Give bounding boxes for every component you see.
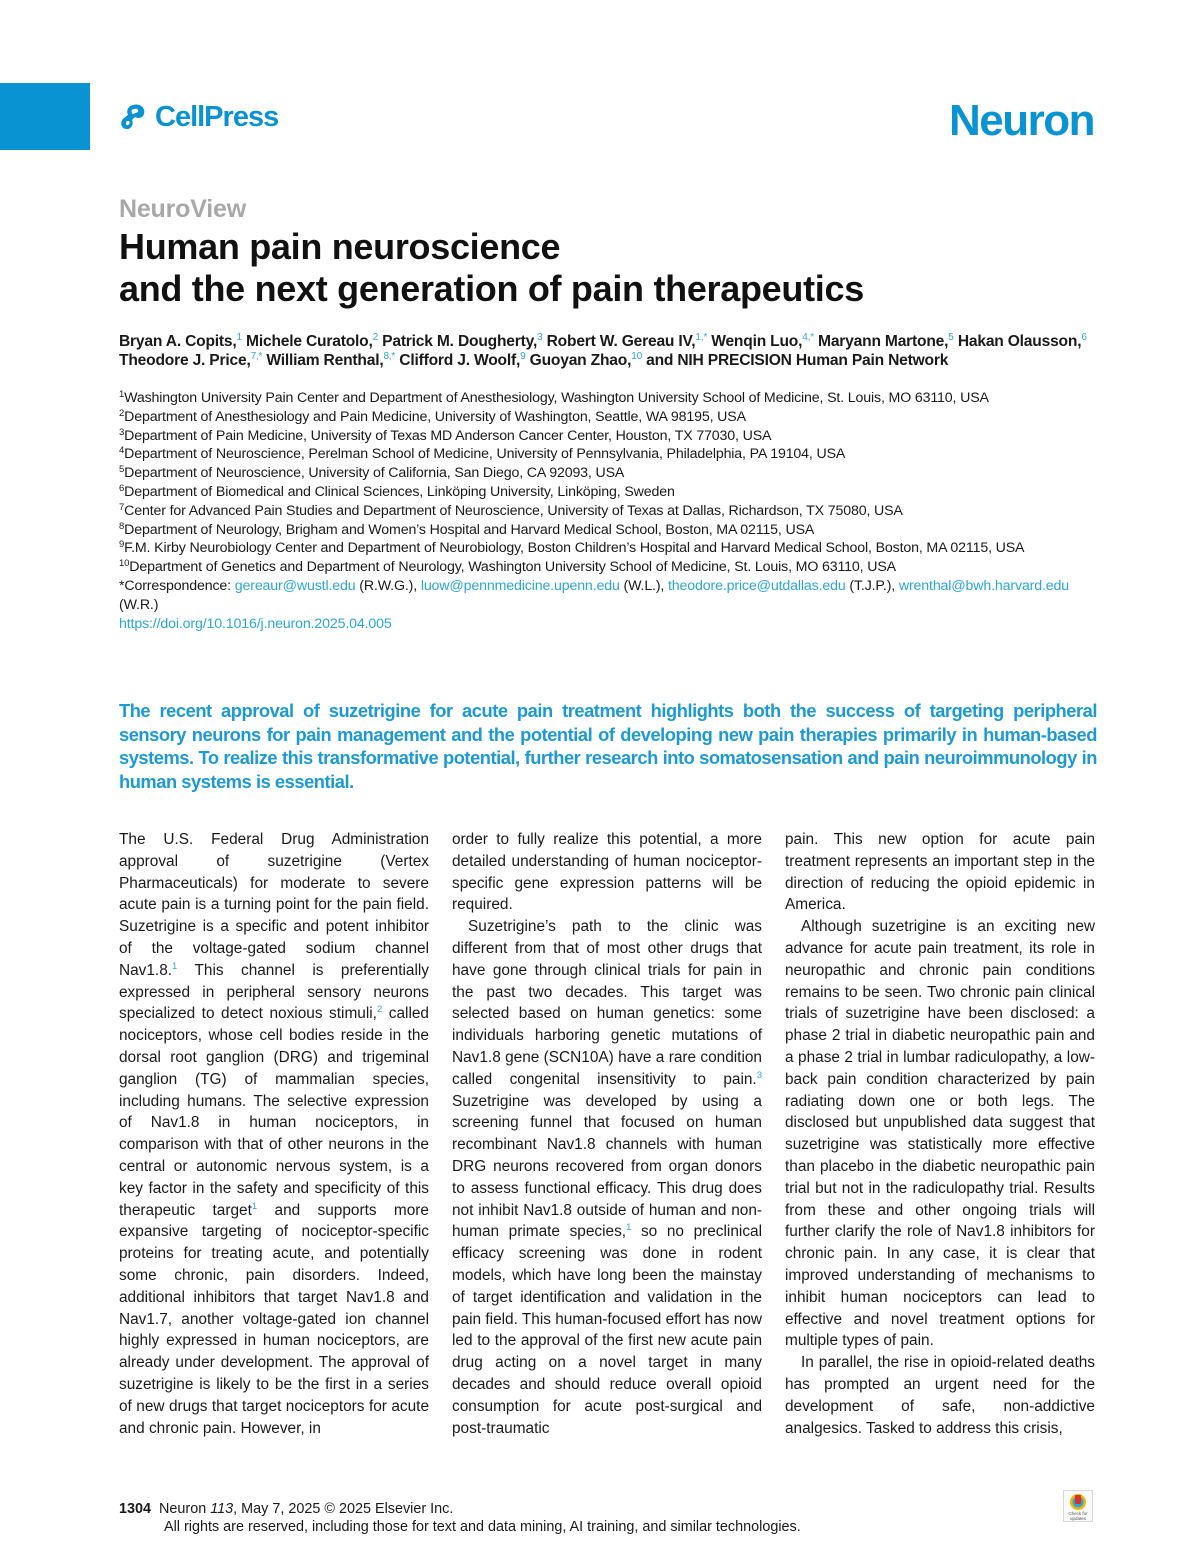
author: Bryan A. Copits,$^1$ <box>119 332 242 350</box>
email-link[interactable]: wrenthal@bwh.harvard.edu <box>898 577 1069 594</box>
cellpress-logo-icon <box>119 102 149 132</box>
author: Guoyan Zhao,$^{10}$ <box>529 351 642 369</box>
affiliation: $^8$Department of Neurology, Brigham and Women’s Hospital and Harvard Medical School, Boston, MA 02115, USA <box>119 520 815 538</box>
author: Hakan Olausson,$^6$ <box>957 332 1087 350</box>
paragraph: order to fully realize this potential, a more detailed understanding of human nociceptor-specific gene expression patterns will be required. <box>452 831 762 914</box>
paragraph: Suzetrigine’s path to the clinic was different from that of most other drugs that have gone through clinical trials for pain in the past two decades. This target was selected based on human genetics: some individuals harboring genetic mutations of Nav1.8 gene (SCN10A) have a rare condition called congenital insensitivity to pain.$^3$ Suzetrigine was developed by using a screening funnel that focused on human recombinant Nav1.8 channels with human DRG neurons recovered from organ donors to assess functional efficacy. This drug does not inhibit Nav1.8 outside of human and non-human primate species,$^1$ so no preclinical efficacy screening was done in rodent models, which have long been the mainstay of target identification and validation in the pain field. This human-focused effort has now led to the approval of the first new acute pain drug acting on a novel target in many decades and should reduce overall opioid consumption for acute post-surgical and post-traumatic <box>452 918 762 1437</box>
affiliation: $^7$Center for Advanced Pain Studies and Department of Neuroscience, University of Texas at Dallas, Richardson, TX 75080, USA <box>119 501 903 519</box>
affiliation: $^6$Department of Biomedical and Clinical Sciences, Linköping University, Linköping, Sweden <box>119 482 675 500</box>
author: Clifford J. Woolf,$^9$ <box>399 351 526 369</box>
affiliation: $^5$Department of Neuroscience, University of California, San Diego, CA 92093, USA <box>119 464 625 482</box>
author: Robert W. Gereau IV,$^{1,*}$ <box>546 332 708 350</box>
page-number: 1304 <box>119 1501 152 1517</box>
author: Theodore J. Price,$^{7,*}$ <box>119 351 263 369</box>
author-group: and NIH PRECISION Human Pain Network <box>646 352 949 369</box>
author: William Renthal,$^{8,*}$ <box>266 351 396 369</box>
section-label: NeuroView <box>119 195 246 223</box>
cellpress-logo[interactable] <box>119 100 278 134</box>
email-link[interactable]: luow@pennmedicine.upenn.edu <box>420 577 620 594</box>
author: Maryann Martone,$^5$ <box>818 332 954 350</box>
paragraph: The U.S. Federal Drug Administration approval of suzetrigine (Vertex Pharmaceuticals) for moderate to severe acute pain is a turning point for the pain field. Suzetrigine is a specific and potent inhibitor of the voltage-gated sodium channel Nav1.8.$^1$ This channel is preferentially expressed in peripheral sensory neurons specialized to detect noxious stimuli,$^2$ called nociceptors, whose cell bodies reside in the dorsal root ganglion (DRG) and trigeminal ganglion (TG) of mammalian species, including humans. The selective expression of Nav1.8 in human nociceptors, in comparison with that of other neurons in the central or autonomic nervous system, is a key factor in the safety and specificity of this therapeutic target$^1$ and supports more expansive targeting of nociceptor-specific proteins for treating acute, and potentially some chronic, pain disorders. Indeed, additional inhibitors that target Nav1.8 and Nav1.7, another voltage-gated ion channel highly expressed in human nociceptors, are already under development. The approval of suzetrigine is likely to be the first in a series of new drugs that target nociceptors for acute and chronic pain. However, in <box>119 831 429 1437</box>
affiliation: $^9$F.M. Kirby Neurobiology Center and Department of Neurobiology, Boston Children’s Hospital and Harvard Medical School, Boston, MA 02115, USA <box>119 539 1025 557</box>
email-link[interactable]: gereaur@wustl.edu <box>234 577 356 594</box>
affiliation: $^3$Department of Pain Medicine, University of Texas MD Anderson Cancer Center, Houston, TX 77030, USA <box>119 426 772 444</box>
affiliation: $^4$Department of Neuroscience, Perelman School of Medicine, University of Pennsylvania, Philadelphia, PA 19104, USA <box>119 445 846 463</box>
paragraph: In parallel, the rise in opioid-related deaths has prompted an urgent need for the development of safe, non-addictive analgesics. Tasked to address this crisis, <box>785 1354 1095 1437</box>
citation-link[interactable]: 3 <box>756 1069 762 1081</box>
check-updates-icon <box>1069 1493 1087 1511</box>
affiliation: $^{10}$Department of Genetics and Department of Neurology, Washington University School of Medicine, St. Louis, MO 63110, USA <box>119 558 896 576</box>
title-line-1: Human pain neuroscience <box>119 226 561 267</box>
affiliation: $^2$Department of Anesthesiology and Pain Medicine, University of Washington, Seattle, WA 98195, USA <box>119 407 746 425</box>
author: Michele Curatolo,$^2$ <box>246 332 378 350</box>
abstract: The recent approval of suzetrigine for acute pain treatment highlights both the success of targeting peripheral sensory neurons for pain management and the potential of developing new pain therapies primarily in human-based systems. To realize this transformative potential, further research into somatosensation and pain neuroimmunology in human systems is essential. <box>119 700 1097 792</box>
title-line-2: and the next generation of pain therapeutics <box>119 268 864 309</box>
brand-color-block <box>0 83 90 150</box>
paragraph: pain. This new option for acute pain treatment represents an important step in the direction of reducing the opioid epidemic in America. <box>785 831 1095 914</box>
author-list <box>119 332 1097 370</box>
doi-link[interactable]: https://doi.org/10.1016/j.neuron.2025.04.005 <box>119 615 392 632</box>
citation-link[interactable]: 1 <box>251 1200 258 1212</box>
correspondence: *Correspondence: gereaur@wustl.edu (R.W.G.), luow@pennmedicine.upenn.edu (W.L.), theodore.price@utdallas.edu (T.J.P.), wrenthal@bwh.harvard.edu (W.R.) <box>119 577 1069 613</box>
body-column-3 <box>785 829 1095 1439</box>
check-for-updates-button[interactable]: Check for updates <box>1063 1490 1093 1522</box>
affiliation: $^1$Washington University Pain Center and Department of Anesthesiology, Washington University School of Medicine, St. Louis, MO 63110, USA <box>119 389 989 406</box>
author: Wenqin Luo,$^{4,*}$ <box>711 332 814 350</box>
journal-name[interactable]: Neuron <box>949 96 1094 145</box>
affiliations <box>119 389 1097 633</box>
body-column-1 <box>119 829 429 1439</box>
page-footer <box>119 1500 801 1536</box>
paragraph: Although suzetrigine is an exciting new advance for acute pain treatment, its role in neuropathic and chronic pain conditions remains to be seen. Two chronic pain clinical trials of suzetrigine have been disclosed: a phase 2 trial in diabetic neuropathic pain and a phase 2 trial in lumbar radiculopathy, a low-back pain condition characterized by pain radiating down one or both legs. The disclosed but unpublished data suggest that suzetrigine was statistically more effective than placebo in the diabetic neuropathic pain trial but not in the radiculopathy trial. Results from these and other ongoing trials will further clarify the role of Nav1.8 inhibitors for chronic pain. In any case, it is clear that improved understanding of mechanisms to inhibit human nociceptors can lead to effective and novel treatment options for multiple types of pain. <box>785 918 1095 1350</box>
body-column-2 <box>452 829 762 1439</box>
publisher-name: CellPress <box>155 100 279 133</box>
citation-link[interactable]: 1 <box>626 1222 632 1234</box>
citation-link[interactable]: 2 <box>376 1004 383 1016</box>
email-link[interactable]: theodore.price@utdallas.edu <box>668 577 846 594</box>
footer-rights: All rights are reserved, including those for text and data mining, AI training, and similar technologies. <box>164 1519 801 1535</box>
article-title <box>119 226 1079 310</box>
author: Patrick M. Dougherty,$^3$ <box>382 332 543 350</box>
footer-citation: 1304 Neuron 113, May 7, 2025 © 2025 Elsevier Inc. <box>119 1501 454 1517</box>
citation-link[interactable]: 1 <box>172 960 178 972</box>
